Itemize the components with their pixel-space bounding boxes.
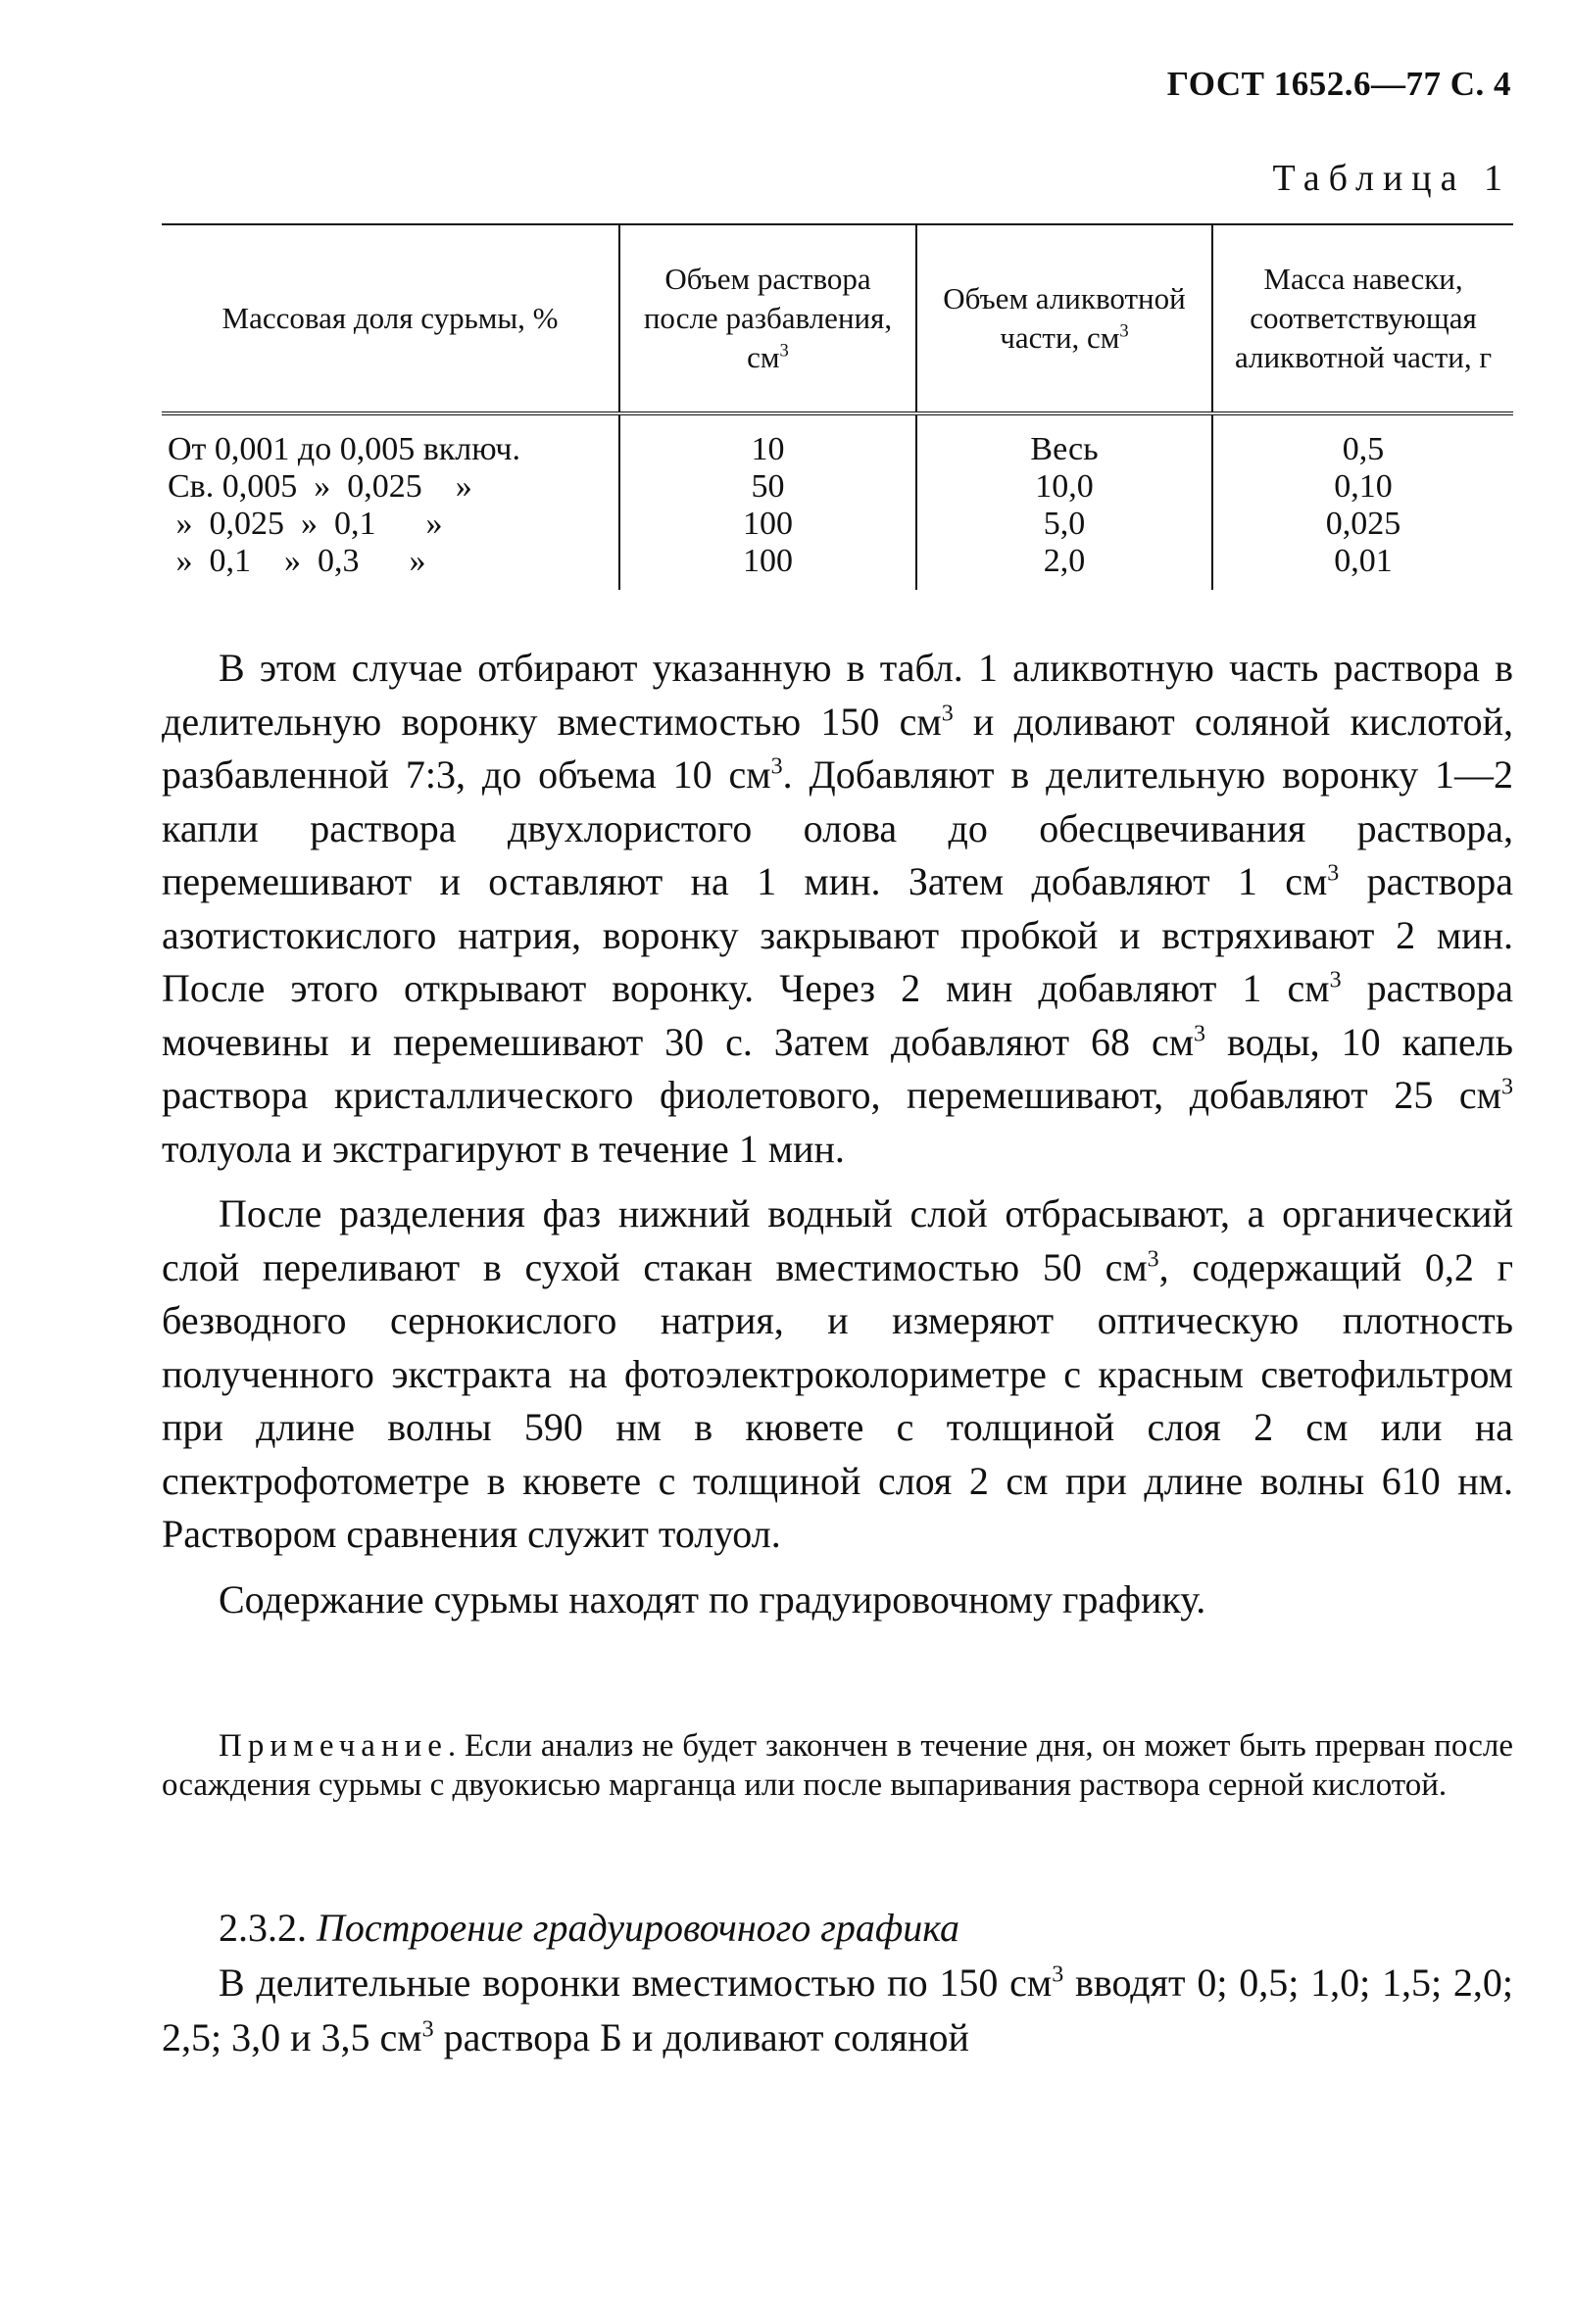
table-cell: » 0,1 » 0,3 » bbox=[168, 543, 426, 579]
table-cell: Весь bbox=[1030, 431, 1099, 467]
table-cell: 2,0 bbox=[1043, 543, 1086, 579]
data-table bbox=[162, 223, 1513, 590]
paragraph-result: Содержание сурьмы находят по градуировочному графику. bbox=[219, 1576, 1206, 1622]
table-cell: 100 bbox=[743, 543, 793, 579]
column-header: Масса навески, соответствующая аликвотной части, г bbox=[1212, 224, 1513, 413]
table-cell: 10 bbox=[751, 431, 785, 467]
table-cell: 100 bbox=[743, 506, 793, 542]
column-header: Объем аликвотной части, $см^3$ bbox=[916, 224, 1212, 413]
table-cell: 0,5 bbox=[1342, 431, 1385, 467]
note-text: . Если анализ не будет закончен в течение дня, он может быть прерван после осаждения сурьмы с двуокисью марганца или после выпаривания раствора серной кислотой. bbox=[162, 1728, 1513, 1803]
table-caption: Таблица 1 bbox=[1272, 158, 1511, 199]
column-header: Объем раствора после разбавления, $см^3$ bbox=[619, 224, 916, 413]
table-header-row bbox=[162, 224, 1513, 413]
table-column-aliquot bbox=[916, 413, 1212, 590]
table-column-volume bbox=[619, 413, 916, 590]
page-header: ГОСТ 1652.6—77 С. 4 bbox=[1166, 65, 1511, 103]
note bbox=[162, 1726, 1513, 1805]
paragraph-measurement: После разделения фаз нижний водный слой отбрасывают, а органический слой переливают в сухой стакан вместимостью 50 $см^3$, содержащий 0,2 г безводного сернокислого натрия, и измеряют оптическую плотность полученного экстракта на фотоэлектроколориметре с красным светофильтром при длине волны 590 нм в кювете с толщиной слоя 2 см или на спектрофотометре в кювете с толщиной слоя 2 см при длине волны 610 нм. Раствором сравнения служит толуол. bbox=[162, 1191, 1513, 1556]
table-cell: 0,025 bbox=[1325, 506, 1401, 542]
section-paragraph: В делительные воронки вместимостью по 150 $см^3$ вводят 0; 0,5; 1,0; 1,5; 2,0; 2,5; 3,0 и 3,5 $см^3$ раствора Б и доливают соляной bbox=[162, 1961, 1513, 2059]
section-2-3-2 bbox=[162, 1901, 1513, 2065]
column-header: Массовая доля сурьмы, % bbox=[162, 224, 619, 413]
table-cell: От 0,001 до 0,005 включ. bbox=[168, 431, 520, 467]
paragraph-procedure: В этом случае отбирают указанную в табл. 1 аликвотную часть раствора в делительную воронку вместимостью 150 $см^3$ и доливают соляной кислотой, разбавленной 7:3, до объема 10 $см^3$. Добавляют в делительную воронку 1—2 капли раствора двухлористого олова до обесцвечивания раствора, перемешивают и оставляют на 1 мин. Затем добавляют 1 $см^3$ раствора азотистокислого натрия, воронку закрывают пробкой и встряхивают 2 мин. После этого открывают воронку. Через 2 мин добавляют 1 $см^3$ раствора мочевины и перемешивают 30 с. Затем добавляют 68 $см^3$ воды, 10 капель раствора кристаллического фиолетового, перемешивают, добавляют 25 $см^3$ толуола и экстрагируют в течение 1 мин. bbox=[162, 646, 1513, 1171]
table-body-row bbox=[162, 413, 1513, 590]
table-column-range bbox=[162, 413, 619, 590]
table-cell: 0,10 bbox=[1334, 468, 1393, 505]
table-cell: 5,0 bbox=[1043, 506, 1086, 542]
section-title: Построение градуировочного графика bbox=[317, 1906, 959, 1950]
table-cell: » 0,025 » 0,1 » bbox=[168, 506, 443, 542]
note-label: Примечание bbox=[219, 1728, 448, 1764]
table-cell: 50 bbox=[751, 468, 785, 505]
table-cell: 10,0 bbox=[1035, 468, 1094, 505]
section-heading bbox=[162, 1901, 1513, 1956]
table-cell: 0,01 bbox=[1334, 543, 1393, 579]
section-number: 2.3.2. bbox=[219, 1906, 307, 1950]
table-column-mass bbox=[1212, 413, 1513, 590]
body-text bbox=[162, 642, 1513, 1626]
table-cell: Св. 0,005 » 0,025 » bbox=[168, 468, 472, 505]
